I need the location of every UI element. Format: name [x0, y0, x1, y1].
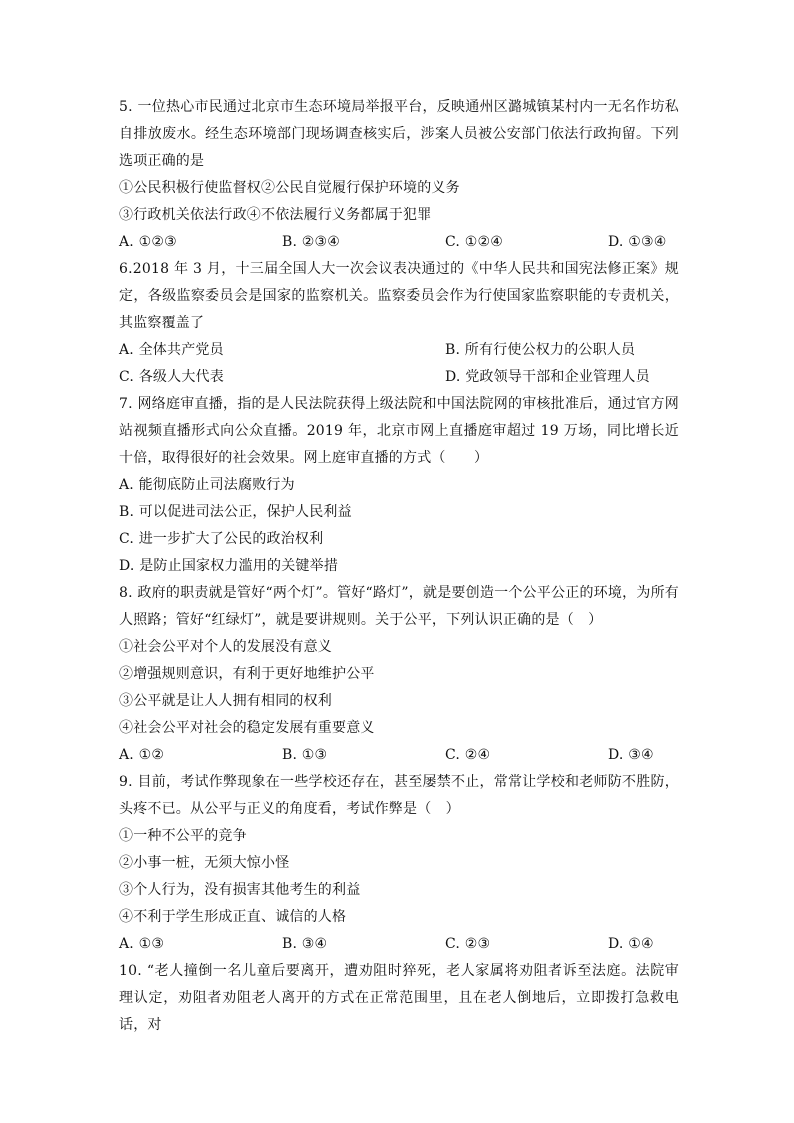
- option-b: B. 所有行使公权力的公职人员: [445, 342, 636, 358]
- option-d: D. 党政领导干部和企业管理人员: [445, 369, 650, 385]
- option-a: A. ①②③: [119, 234, 177, 250]
- statement: ②增强规则意识，有利于更好地维护公平: [119, 666, 375, 682]
- statement: ③个人行为，没有损害其他考生的利益: [119, 882, 361, 898]
- exam-content: [119, 94, 679, 1039]
- answer-options: [119, 931, 679, 958]
- question-stem: 6.2018 年 3 月，十三届全国人大一次会议表决通过的《中华人民共和国宪法修正案》规定，各级监察委员会是国家的监察机关。监察委员会作为行使国家监察职能的专责机关， 其监察覆盖了: [119, 261, 679, 331]
- option-c: C. 各级人大代表: [119, 369, 224, 385]
- option-d: D. ③④: [608, 747, 654, 763]
- option-d: D. 是防止国家权力滥用的关键举措: [119, 558, 339, 574]
- statement: ①公民积极行使监督权②公民自觉履行保护环境的义务: [119, 180, 460, 196]
- statement: ①一种不公平的竞争: [119, 828, 247, 844]
- option-b: B. ①③: [282, 747, 328, 763]
- question-10: [119, 958, 679, 1039]
- question-9: [119, 769, 679, 958]
- answer-options: [119, 472, 679, 580]
- question-stem: 10. “老人撞倒一名儿童后要离开，遭劝阻时猝死，老人家属将劝阻者诉至法庭。法院审理认定，劝阻者劝阻老人离开的方式在正常范围里，且在老人倒地后，立即拨打急救电话，对: [119, 963, 679, 1033]
- question-stem: 8. 政府的职责就是管好“两个灯”。管好“路灯”，就是要创造一个公平公正的环境，为所有人照路；管好“红绿灯”，就是要讲规则。关于公平，下列认识正确的是（ ）: [119, 585, 679, 628]
- option-b: B. ②③④: [282, 234, 341, 250]
- question-5: [119, 94, 679, 256]
- answer-options: [119, 742, 679, 769]
- option-c: C. 进一步扩大了公民的政治权利: [119, 531, 324, 547]
- question-stem: 5. 一位热心市民通过北京市生态环境局举报平台，反映通州区潞城镇某村内一无名作坊私自排放废水。经生态环境部门现场调查核实后，涉案人员被公安部门依法行政拘留。下列选项正确的是: [119, 99, 679, 169]
- question-7: [119, 391, 679, 580]
- question-stem: 7. 网络庭审直播，指的是人民法院获得上级法院和中国法院网的审核批准后，通过官方网站视频直播形式向公众直播。2019 年，北京市网上直播庭审超过 19 万场，同比增长近十倍，取得很好的社会效果。网上庭审直播的方式（ ）: [119, 396, 679, 466]
- statement: ④不利于学生形成正直、诚信的人格: [119, 909, 347, 925]
- option-c: C. ①②④: [445, 234, 503, 250]
- statement: ④社会公平对社会的稳定发展有重要意义: [119, 720, 375, 736]
- statement: ①社会公平对个人的发展没有意义: [119, 639, 332, 655]
- option-a: A. 能彻底防止司法腐败行为: [119, 477, 295, 493]
- question-stem: 9. 目前，考试作弊现象在一些学校还存在，甚至屡禁不止，常常让学校和老师防不胜防，头疼不已。从公平与正义的角度看，考试作弊是（ ）: [119, 774, 679, 817]
- answer-options: [119, 337, 679, 391]
- question-6: [119, 256, 679, 391]
- option-d: D. ①③④: [608, 234, 667, 250]
- question-8: [119, 580, 679, 769]
- option-a: A. 全体共产党员: [119, 342, 224, 358]
- option-d: D. ①④: [608, 936, 654, 952]
- statement: ③行政机关依法行政④不依法履行义务都属于犯罪: [119, 207, 432, 223]
- option-a: A. ①③: [119, 936, 165, 952]
- option-b: B. ③④: [282, 936, 328, 952]
- option-a: A. ①②: [119, 747, 165, 763]
- option-b: B. 可以促进司法公正，保护人民利益: [119, 504, 352, 520]
- answer-options: [119, 229, 679, 256]
- statement: ②小事一桩，无须大惊小怪: [119, 855, 290, 871]
- option-c: C. ②④: [445, 747, 491, 763]
- option-c: C. ②③: [445, 936, 491, 952]
- statement: ③公平就是让人人拥有相同的权利: [119, 693, 332, 709]
